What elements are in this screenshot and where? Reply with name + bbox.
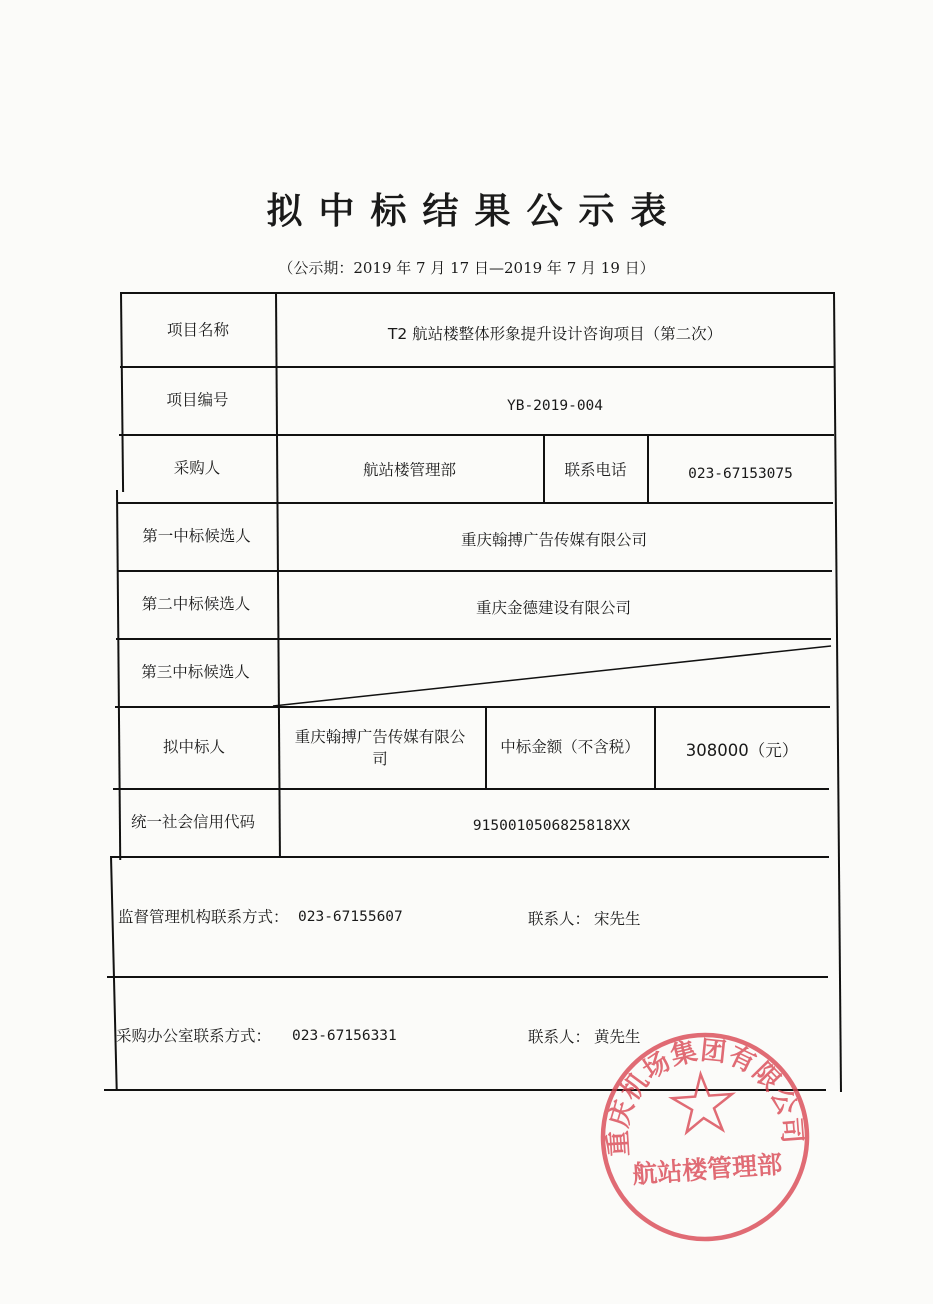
- publicity-period: （公示期：2019 年 7 月 17 日—2019 年 7 月 19 日）: [278, 259, 655, 277]
- amount-label: 中标金额（不含税）: [500, 738, 640, 756]
- third-candidate-label: 第三中标候选人: [141, 663, 250, 681]
- winner-value-line1: 重庆翰搏广告传媒有限公: [294, 728, 466, 746]
- supervision-label: 监督管理机构联系方式：: [118, 908, 289, 926]
- svg-text:航站楼管理部: 航站楼管理部: [631, 1149, 784, 1190]
- supervision-contact-label: 联系人：: [528, 910, 591, 928]
- svg-text:重庆机场集团有限公司: 重庆机场集团有限公司: [603, 1035, 807, 1158]
- supervision-phone: 023-67155607: [298, 909, 403, 925]
- project-name-label: 项目名称: [166, 321, 229, 339]
- document-title: 拟中标结果公示表: [266, 191, 683, 232]
- first-candidate-value: 重庆翰搏广告传媒有限公司: [460, 531, 647, 549]
- office-label: 采购办公室联系方式：: [116, 1027, 272, 1045]
- buyer-value: 航站楼管理部: [362, 461, 456, 479]
- project-name-value: T2 航站楼整体形象提升设计咨询项目（第二次）: [387, 325, 723, 343]
- phone-label: 联系电话: [564, 461, 627, 479]
- first-candidate-label: 第一中标候选人: [142, 527, 251, 545]
- buyer-label: 采购人: [173, 459, 221, 477]
- official-seal: [591, 1023, 819, 1251]
- seal-star-icon: [671, 1072, 735, 1133]
- office-contact-label: 联系人：: [528, 1028, 591, 1046]
- credit-code-value: 9150010506825818XX: [472, 818, 631, 834]
- project-number-label: 项目编号: [166, 391, 229, 409]
- winner-label: 拟中标人: [162, 738, 225, 756]
- office-phone: 023-67156331: [292, 1028, 397, 1044]
- office-contact-value: 黄先生: [594, 1028, 641, 1046]
- amount-value: 308000（元）: [685, 741, 799, 760]
- winner-value-line2: 司: [372, 750, 388, 768]
- supervision-contact-value: 宋先生: [594, 910, 641, 928]
- credit-code-label: 统一社会信用代码: [130, 813, 255, 831]
- project-number-value: YB-2019-004: [506, 398, 604, 414]
- winner-value: [275, 708, 485, 788]
- second-candidate-value: 重庆金德建设有限公司: [475, 599, 631, 617]
- phone-value: 023-67153075: [688, 466, 793, 482]
- second-candidate-label: 第二中标候选人: [141, 595, 251, 613]
